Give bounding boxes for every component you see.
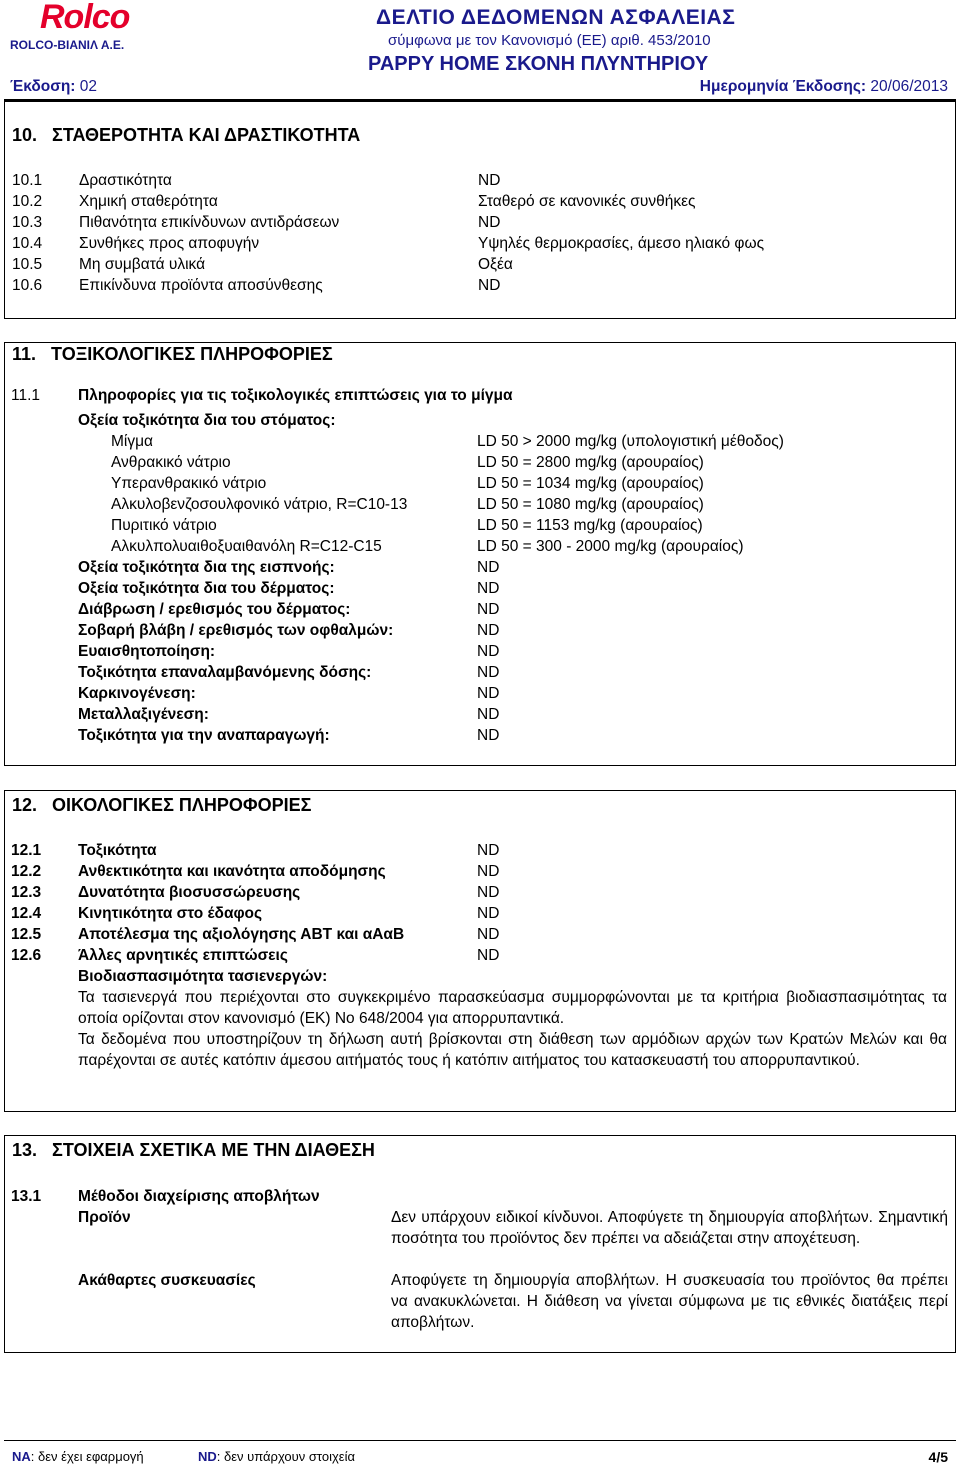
oral-toxicity-value: LD 50 = 300 - 2000 mg/kg (αρουραίος) [477,538,744,555]
oral-toxicity-substance: Αλκυλπολυαιθοξυαιθανόλη R=C12-C15 [111,538,382,555]
toxicity-endpoint-label: Σοβαρή βλάβη / ερεθισμός των οφθαλμών: [78,622,394,639]
toxicity-endpoint-value: ND [477,643,500,660]
toxicity-endpoint-label: Μεταλλαξιγένεση: [78,706,209,723]
section-10-row-number: 10.1 [12,172,43,189]
edition-value: 02 [79,78,98,95]
toxicity-endpoint-value: ND [477,580,500,597]
section-10-row-value: Σταθερό σε κανονικές συνθήκες [478,193,696,210]
toxicity-endpoint-label: Διάβρωση / ερεθισμός του δέρματος: [78,601,351,618]
biodegradability-paragraph-1: Τα τασιενεργά που περιέχονται στο συγκεκριμένο παρασκεύασμα συμμορφώνονται με τα κριτήρια βιοδιασπασιμότητας τα οποία ορίζονται στον κανονισμό (ΕΚ) Νο 648/2004 για απορρυπαντικά. [78,989,947,1027]
section-12-row-number: 12.1 [11,842,42,859]
section-12-row-value: ND [477,905,500,922]
document-title: ΔΕΛΤΙΟ ΔΕΔΟΜΕΝΩΝ ΑΣΦΑΛΕΙΑΣ [376,6,736,29]
issue-date-label: Ημερομηνία Έκδοσης: [699,78,867,95]
edition-label: Έκδοση: [10,78,76,95]
page-footer [12,1449,948,1467]
section-10-row-value: ND [478,277,501,294]
oral-toxicity-label: Οξεία τοξικότητα δια του στόματος: [78,412,336,429]
section-12-row-value: ND [477,884,500,901]
company-logo: Rolco [40,0,130,36]
section-10-row-number: 10.5 [12,256,43,273]
section-12-row-number: 12.2 [11,863,42,880]
section-10-row-value: ND [478,172,501,189]
document-subtitle: σύμφωνα με τον Κανονισμό (ΕΕ) αριθ. 453/2010 [388,32,711,49]
product-disposal-label: Προϊόν [78,1209,131,1226]
section-10-row-number: 10.3 [12,214,43,231]
nd-abbreviation: ND [198,1449,217,1464]
toxicity-endpoint-value: ND [477,559,500,576]
section-10-row-value: Υψηλές θερμοκρασίες, άμεσο ηλιακό φως [478,235,765,252]
section-12-row-value: ND [477,863,500,880]
section-10-row-label: Πιθανότητα επικίνδυνων αντιδράσεων [79,214,340,231]
section-12-row-value: ND [477,947,500,964]
toxicity-endpoint-label: Καρκινογένεση: [78,685,196,702]
section-12-title: 12. ΟΙΚΟΛΟΓΙΚΕΣ ΠΛΗΡΟΦΟΡΙΕΣ [12,795,312,815]
section-10-row-number: 10.2 [12,193,43,210]
toxicity-endpoint-value: ND [477,727,500,744]
section-12-row-label: Ανθεκτικότητα και ικανότητα αποδόμησης [78,863,386,880]
section-13-number: 13.1 [11,1188,42,1205]
oral-toxicity-substance: Υπερανθρακικό νάτριο [111,475,267,492]
section-10-row-label: Επικίνδυνα προϊόντα αποσύνθεσης [79,277,323,294]
section-10-row-number: 10.6 [12,277,43,294]
nd-description: : δεν υπάρχουν στοιχεία [216,1449,355,1464]
section-12-row-number: 12.3 [11,884,42,901]
section-10-row-label: Χημική σταθερότητα [79,193,218,210]
section-13-heading: Μέθοδοι διαχείρισης αποβλήτων [78,1188,320,1205]
na-description: : δεν έχει εφαρμογή [30,1449,144,1464]
packaging-disposal-text: Αποφύγετε τη δημιουργία αποβλήτων. Η συσκευασία του προϊόντος θα πρέπει να ανακυκλώνεται. Η διάθεση να γίνεται σύμφωνα με τις εθνικές διατάξεις περί αποβλήτων. [391,1272,948,1331]
section-12-row-number: 12.6 [11,947,42,964]
section-10-row-number: 10.4 [12,235,43,252]
company-name: ROLCO-ΒΙΑΝΙΛ Α.Ε. [10,38,125,52]
page-number: 4/5 [928,1449,948,1465]
section-10-row-value: ND [478,214,501,231]
section-12-row-label: Δυνατότητα βιοσυσσώρευσης [78,884,301,901]
section-10 [4,99,956,319]
oral-toxicity-substance: Ανθρακικό νάτριο [111,454,231,471]
section-12-row-label: Τοξικότητα [78,842,157,859]
toxicity-endpoint-label: Οξεία τοξικότητα δια της εισπνοής: [78,559,335,576]
section-11-heading: Πληροφορίες για τις τοξικολογικές επιπτώσεις για το μίγμα [78,387,513,404]
oral-toxicity-value: LD 50 = 1080 mg/kg (αρουραίος) [477,496,704,513]
section-10-row-value: Οξέα [478,256,513,273]
toxicity-endpoint-label: Τοξικότητα για την αναπαραγωγή: [78,727,330,744]
section-13-title: 13. ΣΤΟΙΧΕΙΑ ΣΧΕΤΙΚΑ ΜΕ ΤΗΝ ΔΙΑΘΕΣΗ [12,1140,375,1160]
packaging-disposal-label: Ακάθαρτες συσκευασίες [78,1272,256,1289]
oral-toxicity-substance: Αλκυλοβενζοσουλφονικό νάτριο, R=C10-13 [111,496,408,513]
oral-toxicity-value: LD 50 = 1153 mg/kg (αρουραίος) [477,517,703,534]
issue-date-info [700,78,948,96]
section-12-row-number: 12.4 [11,905,42,922]
section-10-title: 10. ΣΤΑΘΕΡΟΤΗΤΑ ΚΑΙ ΔΡΑΣΤΙΚΟΤΗΤΑ [12,125,361,145]
footer-rule [4,1440,956,1441]
biodegradability-label: Βιοδιασπασιμότητα τασιενεργών: [78,968,328,985]
toxicity-endpoint-label: Οξεία τοξικότητα δια του δέρματος: [78,580,335,597]
oral-toxicity-substance: Μίγμα [111,433,153,450]
toxicity-endpoint-value: ND [477,601,500,618]
product-name: PAPPY HOME ΣΚΟΝΗ ΠΛΥΝΤΗΡΙΟΥ [368,53,709,75]
section-12-row-value: ND [477,926,500,943]
nd-legend [198,1449,355,1464]
toxicity-endpoint-value: ND [477,664,500,681]
page-header [0,0,960,100]
toxicity-endpoint-label: Τοξικότητα επαναλαμβανόμενης δόσης: [78,664,372,681]
na-legend [12,1449,144,1464]
oral-toxicity-value: LD 50 = 1034 mg/kg (αρουραίος) [477,475,704,492]
oral-toxicity-value: LD 50 = 2800 mg/kg (αρουραίος) [477,454,704,471]
section-10-row-label: Μη συμβατά υλικά [79,256,206,273]
section-10-row-label: Συνθήκες προς αποφυγήν [79,235,260,252]
toxicity-endpoint-label: Ευαισθητοποίηση: [78,643,216,660]
toxicity-endpoint-value: ND [477,622,500,639]
section-12-row-label: Κινητικότητα στο έδαφος [78,905,263,922]
issue-date-value: 20/06/2013 [870,78,948,95]
oral-toxicity-value: LD 50 > 2000 mg/kg (υπολογιστική μέθοδος) [477,433,784,450]
section-12-row-label: Άλλες αρνητικές επιπτώσεις [78,947,288,964]
edition-info [10,78,97,96]
biodegradability-paragraph-2: Τα δεδομένα που υποστηρίζουν τη δήλωση αυτή βρίσκονται στη διάθεση των αρμόδιων αρχών των Κρατών Μελών και θα παρέχονται σε αυτές κατόπιν άμεσου αιτήματός τους ή κατόπιν αιτήματος του κατασκευαστή του απορρυπαντικού. [78,1031,947,1069]
section-11-title: 11. ΤΟΞΙΚΟΛΟΓΙΚΕΣ ΠΛΗΡΟΦΟΡΙΕΣ [12,344,333,364]
oral-toxicity-substance: Πυριτικό νάτριο [111,517,217,534]
section-12-row-number: 12.5 [11,926,42,943]
section-10-row-label: Δραστικότητα [79,172,172,189]
section-12-row-value: ND [477,842,500,859]
na-abbreviation: NA [12,1449,31,1464]
product-disposal-text: Δεν υπάρχουν ειδικοί κίνδυνοι. Αποφύγετε τη δημιουργία αποβλήτων. Σημαντική ποσότητα του προϊόντος δεν πρέπει να αδειάζεται στην αποχέτευση. [391,1209,948,1247]
section-12-row-label: Αποτέλεσμα της αξιολόγησης ΑΒΤ και αΑαΒ [78,926,405,943]
section-11-number: 11.1 [11,387,41,404]
toxicity-endpoint-value: ND [477,706,500,723]
toxicity-endpoint-value: ND [477,685,500,702]
